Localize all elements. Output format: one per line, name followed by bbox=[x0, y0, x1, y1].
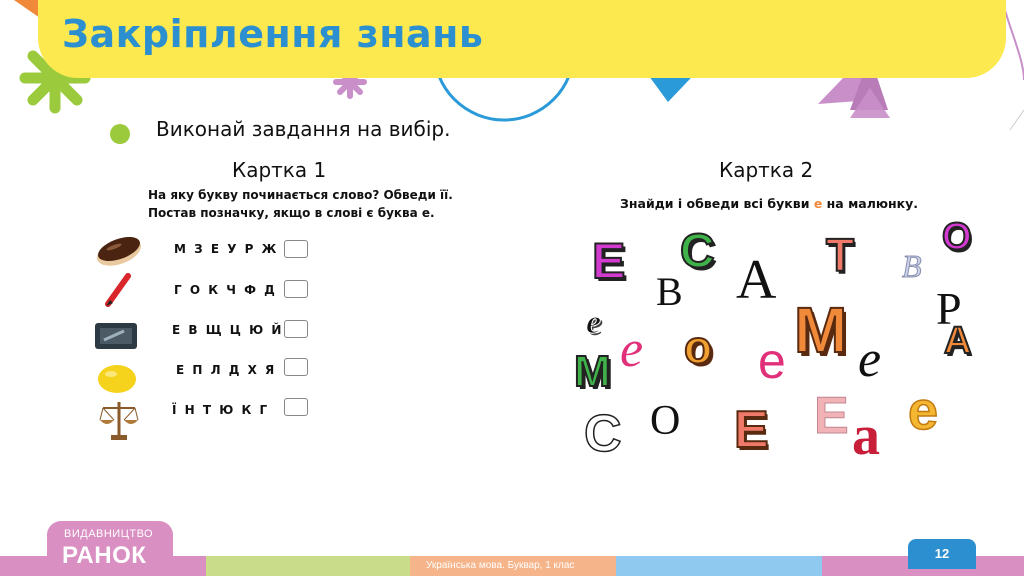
letter-1: Е bbox=[592, 233, 626, 289]
row3-checkbox[interactable] bbox=[284, 320, 308, 338]
pencil-case-icon bbox=[94, 322, 138, 350]
letter-16: М bbox=[574, 347, 611, 396]
letter-10: е bbox=[620, 321, 644, 378]
card1-instruction-line2: Постав позначку, якщо в слові є буква е. bbox=[148, 206, 435, 220]
letter-3: В bbox=[656, 269, 683, 314]
letter-8: Р bbox=[936, 283, 962, 334]
letter-17: С bbox=[584, 405, 622, 463]
logo-main-text: РАНОК bbox=[62, 542, 147, 569]
row1-checkbox[interactable] bbox=[284, 240, 308, 258]
row5-checkbox[interactable] bbox=[284, 398, 308, 416]
lemon-icon bbox=[96, 362, 138, 396]
letter-22: е bbox=[908, 381, 939, 441]
page-number: 12 bbox=[908, 539, 976, 569]
row1-letters: М З Е У Р Ж bbox=[174, 242, 279, 256]
letter-11: о bbox=[684, 321, 713, 373]
letter-2: С bbox=[680, 225, 715, 278]
card1-instruction-line1: На яку букву починається слово? Обведи її. bbox=[148, 188, 453, 202]
card2-instruction-pre: Знайди і обведи всі букви bbox=[620, 196, 814, 211]
row2-checkbox[interactable] bbox=[284, 280, 308, 298]
card2-instruction-post: на малюнку. bbox=[822, 196, 919, 211]
logo-top-text: ВИДАВНИЦТВО bbox=[64, 528, 154, 540]
letter-7: О bbox=[942, 216, 972, 258]
letter-6: В bbox=[902, 248, 922, 284]
card2-instruction-letter: е bbox=[813, 196, 823, 211]
row2-letters: Г О К Ч Ф Д bbox=[174, 283, 277, 297]
letter-18: О bbox=[650, 398, 681, 444]
letter-20: Е bbox=[814, 387, 849, 445]
page-title: Закріплення знань bbox=[62, 12, 484, 56]
card2-title: Картка 2 bbox=[719, 158, 814, 182]
letter-4: А bbox=[736, 249, 777, 311]
card1-instruction bbox=[148, 186, 453, 222]
letter-15: А bbox=[944, 320, 972, 362]
letter-5: Т bbox=[826, 229, 855, 281]
footer-text: Українська мова. Буквар, 1 клас bbox=[426, 560, 575, 571]
row4-checkbox[interactable] bbox=[284, 358, 308, 376]
task-text: Виконай завдання на вибір. bbox=[156, 117, 451, 141]
scales-icon bbox=[98, 398, 140, 442]
row5-letters: Ї Н Т Ю К Г bbox=[172, 403, 270, 417]
letter-14: е bbox=[858, 331, 882, 388]
row3-letters: Е В Щ Ц Ю Й bbox=[172, 323, 284, 337]
card2-instruction bbox=[620, 196, 918, 211]
letter-9: е bbox=[586, 304, 602, 341]
letter-21: а bbox=[852, 405, 880, 467]
letter-12: е bbox=[758, 333, 786, 389]
pencil-icon bbox=[102, 272, 134, 310]
card1-title: Картка 1 bbox=[232, 158, 327, 182]
letter-19: Е bbox=[734, 401, 769, 459]
bullet-dot bbox=[110, 124, 130, 144]
eclair-icon bbox=[94, 228, 144, 272]
letter-13: М bbox=[794, 294, 848, 366]
row4-letters: Е П Л Д Х Я bbox=[176, 363, 277, 377]
